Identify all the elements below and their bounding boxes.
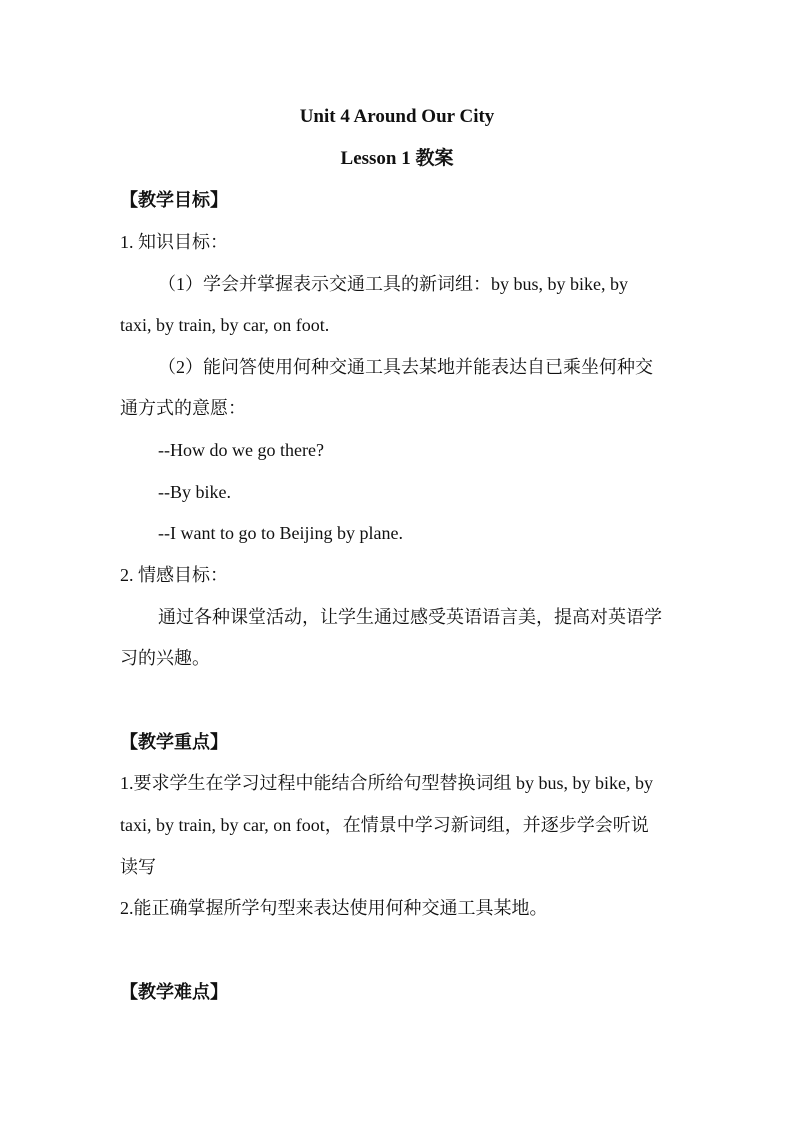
dialog-line-1: --How do we go there? [158, 440, 324, 460]
emotion-objective-line-1: 通过各种课堂活动，让学生通过感受英语语言美，提高对英语学 [158, 607, 662, 627]
key-point-1-line-1: 1.要求学生在学习过程中能结合所给句型替换词组 by bus, by bike, by [120, 773, 653, 793]
knowledge-objective-label: 1. 知识目标： [120, 232, 228, 252]
dialog-line-2: --By bike. [158, 482, 231, 502]
knowledge-objective-1-line-2: taxi, by train, by car, on foot. [120, 315, 330, 335]
difficult-points-heading: 【教学难点】 [120, 982, 228, 1002]
knowledge-objective-1-line-1: （1）学会并掌握表示交通工具的新词组：by bus, by bike, by [158, 274, 628, 294]
objectives-heading: 【教学目标】 [120, 190, 228, 210]
dialog-line-3: --I want to go to Beijing by plane. [158, 523, 403, 543]
knowledge-objective-2-line-1: （2）能问答使用何种交通工具去某地并能表达自已乘坐何种交 [158, 357, 653, 377]
knowledge-objective-2-line-2: 通方式的意愿： [120, 398, 246, 418]
document-title: Unit 4 Around Our City [299, 106, 495, 127]
emotion-objective-line-2: 习的兴趣。 [120, 648, 210, 668]
key-point-1-line-3: 读写 [120, 857, 156, 877]
key-point-2: 2.能正确掌握所学句型来表达使用何种交通工具某地。 [120, 898, 548, 918]
emotion-objective-label: 2. 情感目标： [120, 565, 228, 585]
key-point-1-line-2: taxi, by train, by car, on foot，在情景中学习新词组，并逐步学会听说 [120, 815, 649, 835]
document-subtitle: Lesson 1 教案 [340, 148, 454, 169]
key-points-heading: 【教学重点】 [120, 732, 228, 752]
